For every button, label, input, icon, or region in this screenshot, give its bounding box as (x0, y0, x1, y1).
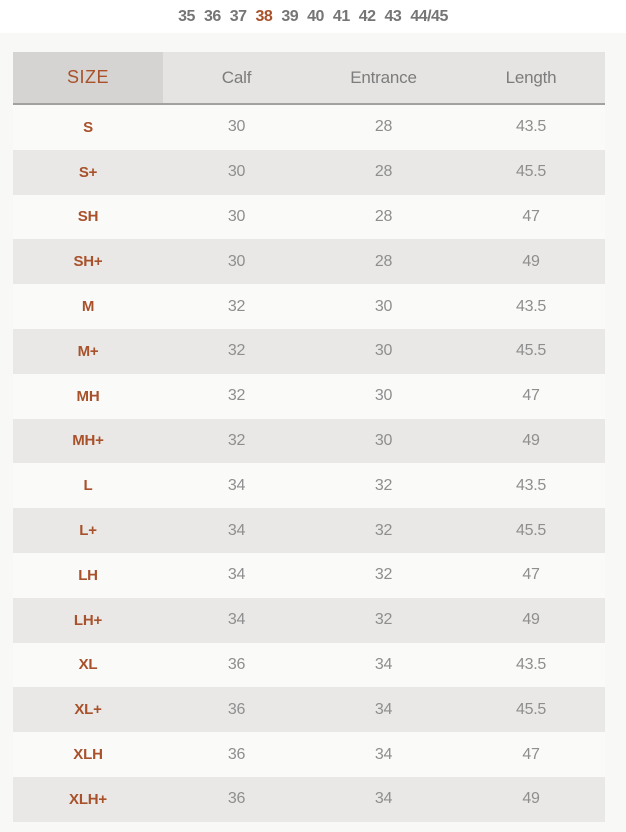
size-option[interactable]: 35 (178, 7, 195, 25)
size-label-cell: XL (78, 656, 98, 674)
size-label-cell: MH (76, 387, 100, 405)
value-cell: 49 (522, 611, 540, 629)
value-cell: 28 (374, 163, 393, 181)
table-row (13, 195, 605, 240)
table-row (13, 239, 605, 284)
value-cell: 45.5 (516, 163, 546, 181)
value-cell: 30 (227, 207, 246, 225)
value-cell: 28 (374, 207, 393, 225)
table-row (13, 553, 605, 598)
size-label-cell: XL+ (74, 701, 102, 719)
size-option[interactable]: 41 (332, 7, 350, 25)
value-cell: 36 (227, 790, 246, 808)
table-row (13, 284, 605, 329)
column-header-length: Length (457, 52, 605, 103)
value-cell: 32 (374, 566, 393, 584)
size-option[interactable]: 44/45 (410, 7, 448, 25)
size-option[interactable]: 40 (307, 7, 324, 25)
size-label-cell: XLH (73, 746, 103, 764)
value-cell: 34 (227, 476, 246, 494)
table-row (13, 732, 605, 777)
size-selector (178, 8, 448, 26)
size-option[interactable]: 37 (229, 7, 247, 25)
column-header-entrance: Entrance (310, 52, 457, 103)
value-cell: 49 (522, 252, 540, 270)
value-cell: 32 (374, 611, 393, 629)
size-label-cell: SH (77, 208, 99, 226)
value-cell: 47 (522, 387, 540, 405)
value-cell: 43.5 (516, 476, 546, 494)
value-cell: 30 (374, 431, 393, 449)
column-header-size: SIZE (13, 52, 163, 103)
table-row (13, 508, 605, 553)
value-cell: 49 (522, 431, 540, 449)
value-cell: 47 (522, 745, 540, 763)
value-cell: 30 (374, 297, 393, 315)
table-body (13, 105, 605, 822)
size-option[interactable]: 39 (281, 7, 299, 25)
value-cell: 34 (374, 655, 393, 673)
value-cell: 30 (227, 252, 246, 270)
size-label-cell: L (83, 477, 93, 495)
value-cell: 49 (522, 790, 540, 808)
value-cell: 32 (227, 297, 246, 315)
size-option-selected[interactable]: 38 (255, 7, 273, 25)
value-cell: 32 (374, 521, 393, 539)
value-cell: 43.5 (516, 655, 546, 673)
value-cell: 28 (374, 252, 393, 270)
value-cell: 32 (227, 342, 246, 360)
table-row (13, 329, 605, 374)
size-label-cell: XLH+ (69, 790, 107, 808)
size-label-cell: L+ (79, 522, 97, 540)
size-option[interactable]: 42 (358, 7, 376, 25)
value-cell: 36 (227, 655, 246, 673)
size-option[interactable]: 36 (203, 7, 221, 25)
value-cell: 43.5 (516, 118, 546, 136)
value-cell: 45.5 (516, 342, 546, 360)
value-cell: 32 (227, 387, 246, 405)
value-cell: 34 (374, 790, 393, 808)
table-row (13, 463, 605, 508)
size-label-cell: LH (78, 566, 98, 584)
value-cell: 30 (374, 342, 393, 360)
table-row (13, 687, 605, 732)
table-header-row (13, 52, 605, 105)
column-header-calf: Calf (163, 52, 310, 103)
value-cell: 34 (374, 700, 393, 718)
size-label-cell: S+ (78, 163, 98, 181)
value-cell: 30 (374, 387, 393, 405)
size-label-cell: S (83, 118, 93, 136)
size-chart-table (13, 52, 605, 822)
table-row (13, 598, 605, 643)
table-row (13, 374, 605, 419)
size-label-cell: MH+ (72, 432, 104, 450)
table-row (13, 150, 605, 195)
size-label-cell: M (81, 298, 95, 316)
size-label-cell: M+ (77, 342, 99, 360)
table-row (13, 643, 605, 688)
table-row (13, 105, 605, 150)
value-cell: 47 (522, 207, 540, 225)
value-cell: 34 (374, 745, 393, 763)
value-cell: 36 (227, 745, 246, 763)
size-option[interactable]: 43 (384, 7, 402, 25)
value-cell: 43.5 (516, 297, 546, 315)
size-label-cell: SH+ (73, 253, 103, 271)
value-cell: 45.5 (516, 700, 546, 718)
table-row (13, 419, 605, 464)
size-selector-strip (0, 0, 626, 33)
value-cell: 36 (227, 700, 246, 718)
value-cell: 30 (227, 163, 246, 181)
value-cell: 30 (227, 118, 246, 136)
value-cell: 32 (227, 431, 246, 449)
table-row (13, 777, 605, 822)
value-cell: 47 (522, 566, 540, 584)
value-cell: 34 (227, 611, 246, 629)
value-cell: 45.5 (516, 521, 546, 539)
value-cell: 34 (227, 566, 246, 584)
value-cell: 28 (374, 118, 393, 136)
value-cell: 32 (374, 476, 393, 494)
size-label-cell: LH+ (73, 611, 103, 629)
value-cell: 34 (227, 521, 246, 539)
